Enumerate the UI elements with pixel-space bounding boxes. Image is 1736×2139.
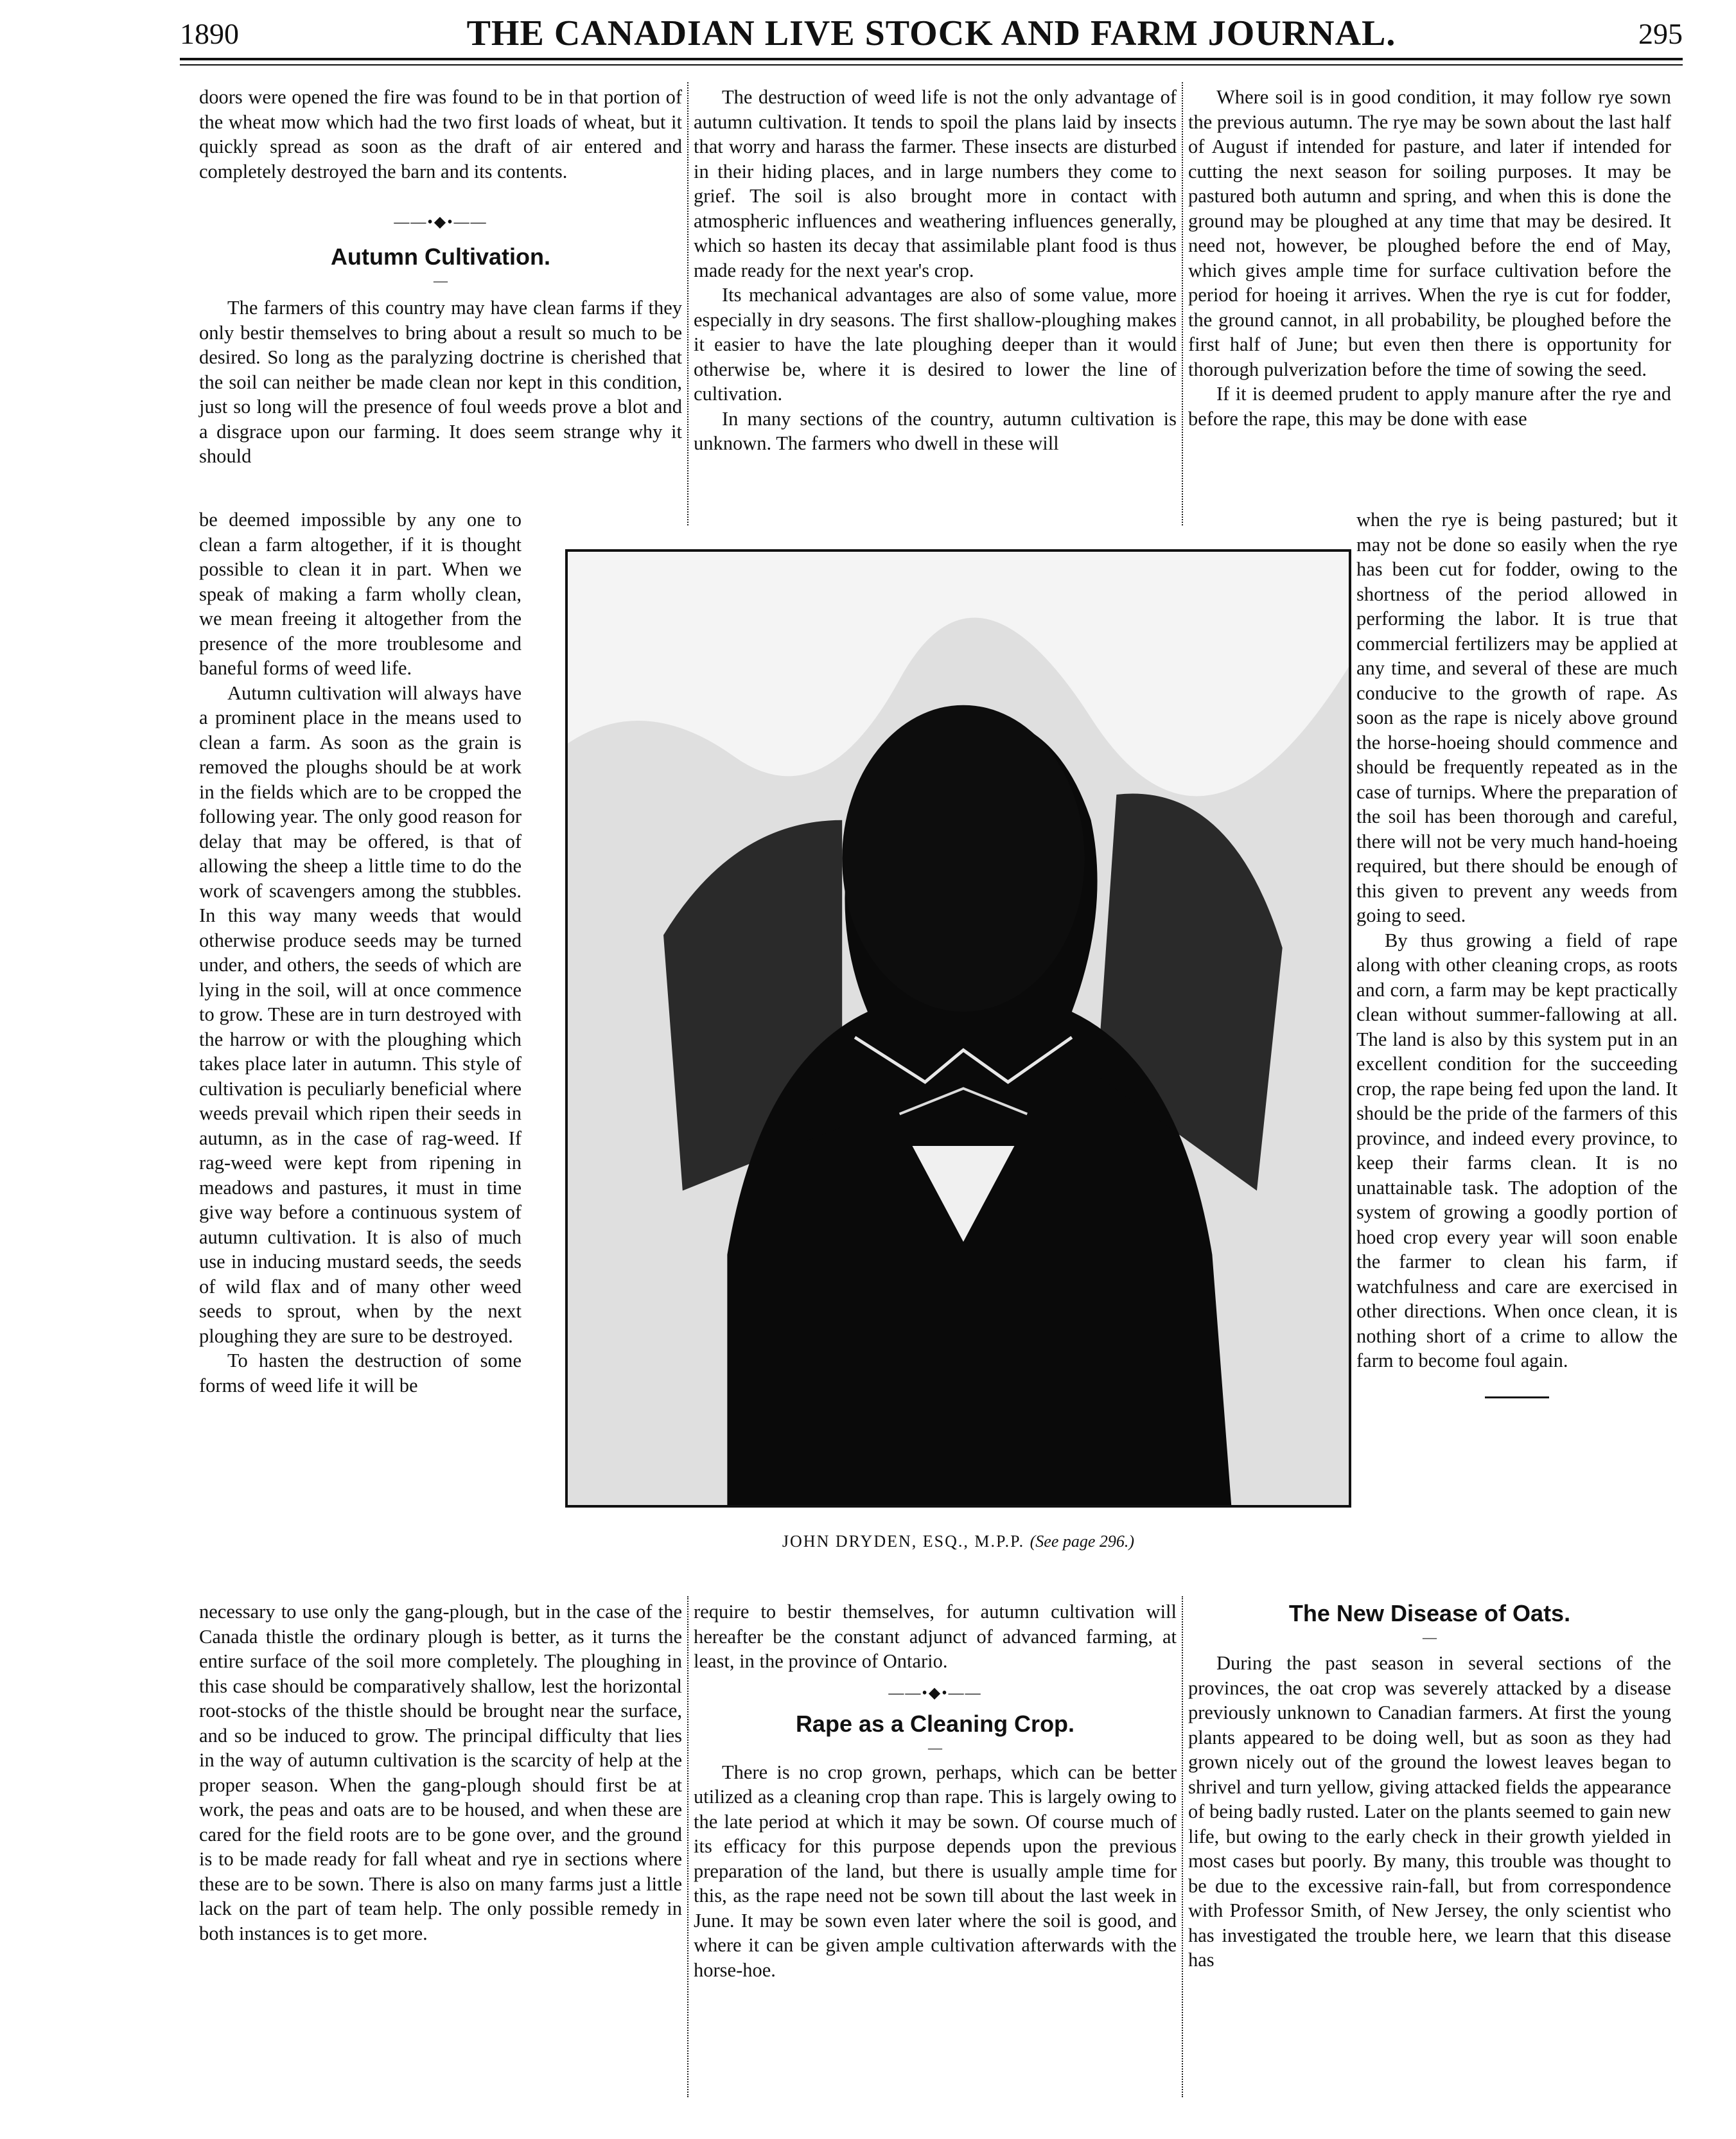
section-ornament: ——•◆•—— <box>394 214 487 231</box>
section-heading-rape-cleaning-crop: Rape as a Cleaning Crop. <box>795 1710 1075 1737</box>
section-ornament: ——•◆•—— <box>888 1684 982 1702</box>
column-separator <box>1182 1596 1183 2097</box>
paragraph: be deemed impossible by any one to clean a farm altogether, if it is thought possible to clean it in part. When we speak of making a farm wholly clean, we mean freeing it altogether from the presence of the more troublesome and baneful forms of weed life. <box>199 509 522 679</box>
portrait-image <box>568 552 1349 1505</box>
paragraph: In many sections of the country, autumn cultivation is unknown. The farmers who dwell in these will <box>694 407 1177 454</box>
heading-dash: — <box>434 272 448 288</box>
portrait-photo <box>565 549 1351 1508</box>
section-heading-new-disease-of-oats: The New Disease of Oats. <box>1288 1600 1571 1626</box>
column-separator <box>687 1596 688 2097</box>
page-year: 1890 <box>180 17 239 50</box>
page-number: 295 <box>1638 17 1683 50</box>
photo-caption <box>565 1532 1351 1551</box>
paragraph: doors were opened the fire was found to be in that portion of the wheat mow which had the two first loads of wheat, but it quickly spread as soon as the draft of air entered and completely destroyed the barn and its contents. <box>199 86 682 182</box>
paragraph: Its mechanical advantages are also of some value, more especially in dry seasons. The first shallow-ploughing makes it easier to have the late ploughing deeper than it would otherwise be, where it is desired to lower the line of cultivation. <box>694 284 1177 405</box>
column-separator <box>1182 82 1183 525</box>
paragraph: require to bestir themselves, for autumn cultivation will hereafter be the constant adjunct of advanced farming, at least, in the province of Ontario. <box>694 1601 1177 1672</box>
column-3-top <box>1188 85 1671 431</box>
paragraph: The destruction of weed life is not the only advantage of autumn cultivation. It tends to spoil the plans laid by insects that worry and harass the farmer. These insects are disturbed in their hiding places, and in large numbers they come to grief. The soil is also brought more in contact with atmospheric influences and weathering influences generally, which so hasten its decay that assimilable plant food is thus made ready for the next year's crop. <box>694 86 1177 281</box>
column-1-narrow <box>199 507 522 1398</box>
header-rule-thin <box>180 64 1683 66</box>
heading-dash: — <box>1423 1629 1437 1645</box>
heading-dash: — <box>928 1739 942 1756</box>
column-2-bottom <box>694 1599 1177 1982</box>
paragraph: If it is deemed prudent to apply manure after the rye and before the rape, this may be done with ease <box>1188 383 1671 430</box>
paragraph: The farmers of this country may have clean farms if they only bestir themselves to bring about a result so much to be desired. So long as the paralyzing doctrine is cherished that the soil can neither be made clean nor kept in this condition, just so long will the presence of foul weeds prove a blot and a disgrace upon our farming. It does seem strange why it should <box>199 297 682 467</box>
column-separator <box>687 82 688 525</box>
column-2-top <box>694 85 1177 456</box>
paragraph: when the rye is being pastured; but it may not be done so easily when the rye has been cut for fodder, owing to the shortness of the period allowed in performing the labor. It is true that commercial fertilizers may be applied at any time, and several of these are much conducive to the growth of rape. As soon as the rape is nicely above ground the horse-hoeing should commence and should be frequently repeated as in the case of turnips. Where the preparation of the soil has been thorough and careful, there will not be very much hand-hoeing required, but there should be enough of this given to prevent any weeds from going to seed. <box>1356 509 1678 926</box>
column-1-top <box>199 85 682 469</box>
paragraph: There is no crop grown, perhaps, which can be better utilized as a cleaning crop than rape. This is largely owing to the late period at which it may be sown. Of course much of its efficacy for this purpose depends upon the previous preparation of the land, but there is usually ample time for this, as the rape need not be sown till about the last week in June. It may be sown even later where the soil is good, and where it can be given ample cultivation afterwards with the horse-hoe. <box>694 1761 1177 1981</box>
header-rule <box>180 58 1683 60</box>
paragraph: necessary to use only the gang-plough, but in the case of the Canada thistle the ordinary plough is better, as it turns the entire surface of the soil more completely. The ploughing in this case should be comparatively shallow, lest the horizontal root-stocks of the thistle should be brought near the surface, and so be induced to grow. The principal difficulty that lies in the way of autumn cultivation is the scarcity of help at the proper season. When the gang-plough should first be at work, the peas and oats are to be housed, and when these are cared for the field roots are to be gone over, and the ground is to be made ready for fall wheat and rye in sections where these are to be sown. There is also on many farms just a little lack on the part of team help. The only possible remedy in both instances is to get more. <box>199 1601 682 1944</box>
paragraph: During the past season in several sections of the provinces, the oat crop was severely attacked by a disease previously unknown to Canadian farmers. At first the young plants appeared to be doing well, but as soon as they had grown nicely out of the ground the lowest leaves began to shrivel and turn yellow, giving attacked fields the appearance of being badly rusted. Later on the plants seemed to gain new life, but owing to the early check in their growth yielded in most cases but poorly. By many, this trouble was thought to be due to the excessive rain-fall, but from correspondence with Professor Smith, of New Jersey, the only scientist who has investigated the trouble here, we learn that this disease has <box>1188 1652 1671 1971</box>
caption-page-reference: (See page 296.) <box>1030 1532 1135 1551</box>
paragraph: Autumn cultivation will always have a prominent place in the means used to clean a farm. As soon as the grain is removed the ploughs should be at work in the fields which are to be cropped the following year. The only good reason for delay that may be offered, is that of allowing the sheep a little time to do the work of scavengers among the stubbles. In this way many weeds that would otherwise produce seeds may be turned under, and others, the seeds of which are lying in the soil, will at once commence to grow. These are in turn destroyed with the harrow or with the ploughing which takes place later in autumn. This style of cultivation is peculiarly beneficial where weeds prevail which ripen their seeds in autumn, as in the case of rag-weed. If rag-weed were kept from ripening in meadows and pastures, it must in time give way before a continuous system of autumn cultivation. It is also of much use in inducing mustard seeds, the seeds of wild flax and of many other weed seeds to sprout, when by the next ploughing they are sure to be destroyed. <box>199 682 522 1347</box>
journal-title: THE CANADIAN LIVE STOCK AND FARM JOURNAL. <box>466 13 1396 53</box>
paragraph: By thus growing a field of rape along with other cleaning crops, as roots and corn, a farm may be kept practically clean without summer-fallowing at all. The land is also by this system put in an excellent condition for the succeeding crop, the rape being fed upon the land. It should be the pride of the farmers of this province, and indeed every province, to keep their farms clean. It is no unattainable task. The adoption of the system of growing a goodly portion of hoed crop every year will soon enable the farmer to clean his farm, if watchfulness and care are exercised in other directions. When once clean, it is nothing short of a crime to allow the farm to become foul again. <box>1356 929 1678 1371</box>
column-3-bottom <box>1188 1599 1671 1973</box>
section-divider <box>1485 1396 1549 1398</box>
column-1-bottom <box>199 1599 682 1946</box>
page-header <box>180 12 1683 63</box>
section-heading-autumn-cultivation: Autumn Cultivation. <box>331 243 550 270</box>
column-3-narrow <box>1356 507 1678 1407</box>
paragraph: Where soil is in good condition, it may follow rye sown the previous autumn. The rye may be sown about the last half of August if intended for pasture, and later if intended for cutting the next season for soiling purposes. It may be pastured both autumn and spring, and when this is done the ground may be ploughed at any time that may be desired. It need not, however, be ploughed before the end of May, which gives ample time for surface cultivation before the period for hoeing it arrives. When the rye is cut for fodder, the ground cannot, in all probability, be ploughed before the first half of June; but even then there is opportunity for thorough pulverization before the time of sowing the seed. <box>1188 86 1671 380</box>
paragraph: To hasten the destruction of some forms of weed life it will be <box>199 1350 522 1396</box>
caption-name: JOHN DRYDEN, ESQ., M.P.P. <box>782 1532 1025 1551</box>
